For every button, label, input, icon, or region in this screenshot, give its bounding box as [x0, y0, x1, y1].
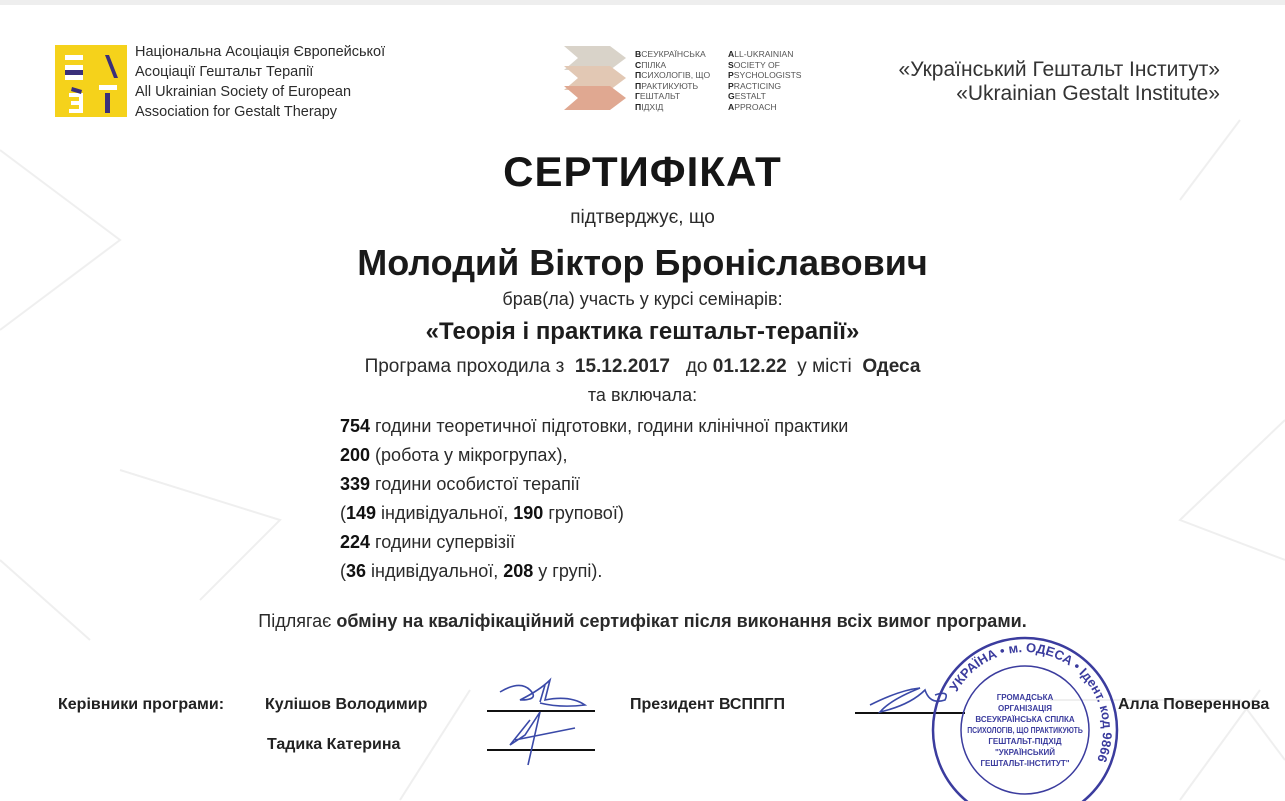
exchange-bold: обміну на кваліфікаційний сертифікат після виконання всіх вимог програми.: [336, 611, 1027, 631]
stamp-line: ГРОМАДСЬКА: [996, 693, 1054, 702]
leader-1-name: Кулішов Володимир: [265, 696, 428, 713]
stamp-line: ГЕШТАЛЬТ-ІНСТИТУТ": [980, 759, 1070, 768]
logo-text-line: ВСЕУКРАЇНСЬКА: [635, 49, 706, 59]
included-text: та включала:: [587, 385, 698, 405]
stamp-line: ПСИХОЛОГІВ, ЩО ПРАКТИКУЮТЬ: [967, 726, 1084, 735]
city: Одеса: [862, 356, 921, 377]
recipient-name: Молодий Віктор Броніславович: [357, 242, 928, 283]
certificate-title: СЕРТИФІКАТ: [503, 148, 782, 195]
confirms-text: підтверджує, що: [570, 207, 715, 228]
logo-text-line: ПРАКТИКУЮТЬ: [635, 80, 699, 91]
ugi-name-ua: «Український Гештальт Інститут»: [898, 58, 1220, 81]
logo-text-line: ГЕШТАЛЬТ: [635, 91, 681, 101]
participated-text: брав(ла) участь у курсі семінарів:: [502, 289, 783, 309]
logo-text-line: PSYCHOLOGISTS: [728, 70, 802, 80]
course-title: «Теорія і практика гештальт-терапії»: [425, 318, 860, 345]
logo-text-line: SOCIETY OF: [728, 59, 780, 70]
eagt-line: Національна Асоціація Європейської: [135, 44, 386, 60]
logo-text-line: СПІЛКА: [635, 59, 667, 70]
logo-text-line: ПІДХІД: [635, 101, 664, 112]
hours-item: 224 години супервізії: [340, 532, 515, 552]
president-name: Алла Повереннова: [1118, 696, 1270, 713]
stamp-line: "УКРАЇНСЬКИЙ: [995, 748, 1055, 757]
stamp-line: ОРГАНІЗАЦІЯ: [998, 704, 1052, 713]
eagt-line: Association for Gestalt Therapy: [135, 104, 338, 120]
logo-text-line: GESTALT: [728, 91, 766, 101]
logo-text-line: APPROACH: [728, 101, 777, 112]
start-date: 15.12.2017: [574, 356, 670, 377]
hours-item: (149 індивідуальної, 190 групової): [340, 503, 624, 523]
president-label: Президент ВСППГП: [630, 696, 786, 713]
hours-item: 754 години теоретичної підготовки, години клінічної практики: [340, 416, 849, 436]
eagt-line: Асоціації Гештальт Терапії: [135, 64, 314, 80]
end-date: 01.12.22: [712, 356, 787, 377]
stamp-ring-text: УКРАЇНА • м. ОДЕСА • Ідент. код 9866: [946, 639, 1116, 765]
stamp-line: ВСЕУКРАЇНСЬКА СПІЛКА: [975, 715, 1075, 724]
hours-item: (36 індивідуальної, 208 у групі).: [340, 561, 603, 581]
to-label: до: [685, 356, 708, 377]
leaders-label: Керівники програми:: [58, 696, 225, 713]
handwritten-signature: [500, 680, 946, 765]
logo-text-line: ПСИХОЛОГІВ, ЩО: [635, 70, 711, 80]
logo-text-line: PRACTICING: [728, 80, 781, 91]
program-prefix: Програма проходила з: [364, 356, 565, 377]
logo-text-line: ALL-UKRAINIAN: [728, 49, 794, 59]
hours-item: 339 години особистої терапії: [340, 474, 580, 494]
stamp-line: ГЕШТАЛЬТ-ПІДХІД: [988, 737, 1062, 746]
ugi-name-en: «Ukrainian Gestalt Institute»: [956, 82, 1220, 105]
leader-2-name: Тадика Катерина: [267, 736, 401, 753]
eagt-line: All Ukrainian Society of European: [135, 84, 352, 100]
exchange-prefix: Підлягає: [258, 611, 337, 631]
hours-item: 200 (робота у мікрогрупах),: [340, 445, 568, 465]
city-prefix: у місті: [797, 356, 852, 377]
